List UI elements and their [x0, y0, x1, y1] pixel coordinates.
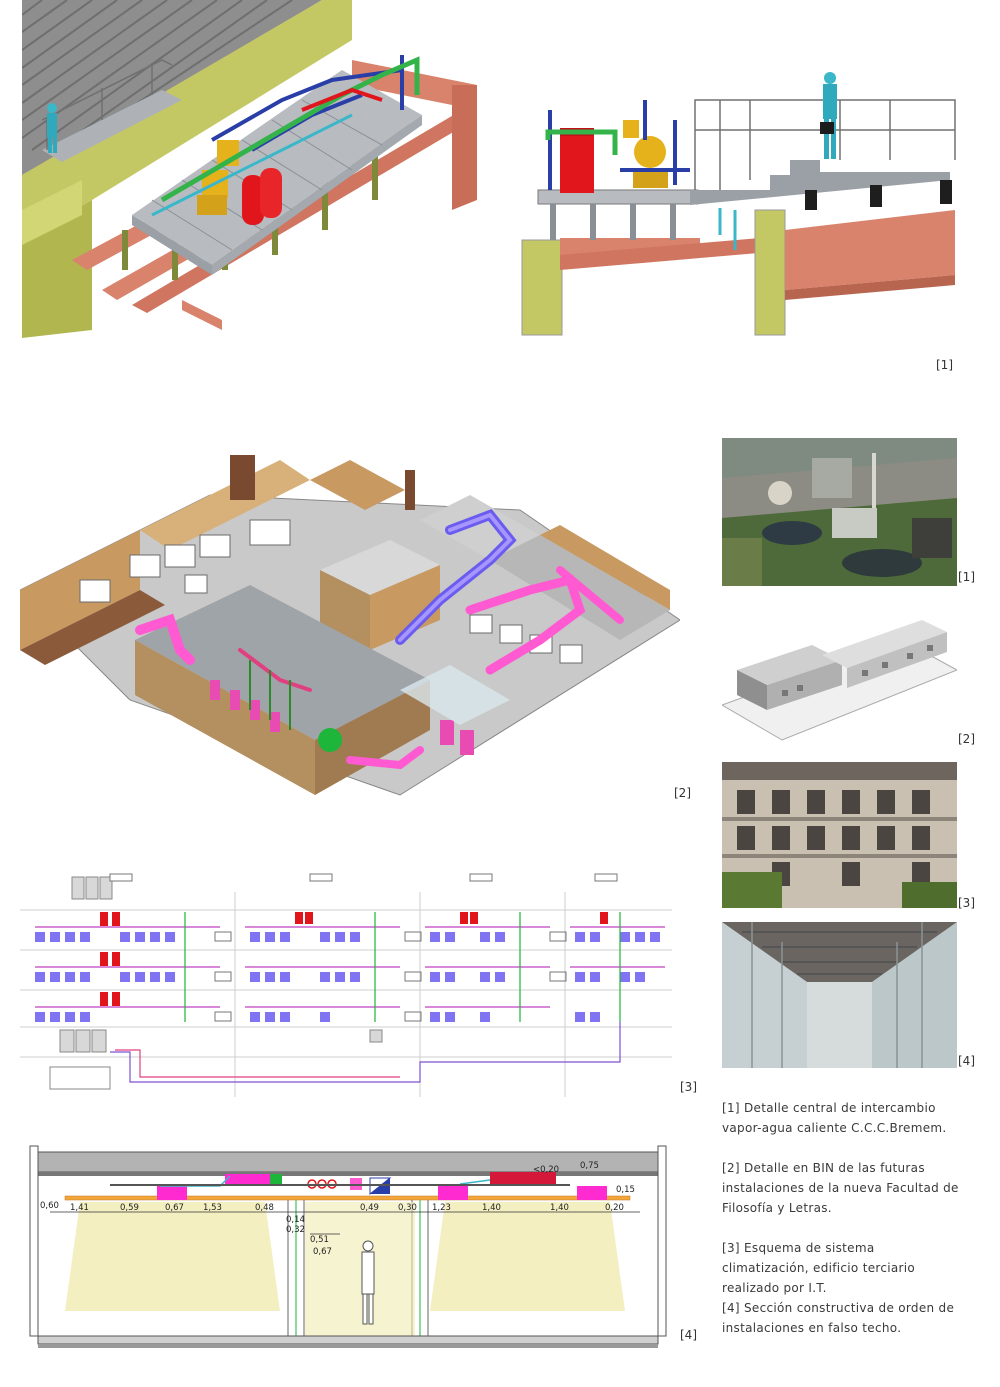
bim-faculty-axonometric	[20, 450, 680, 822]
dim-text: 0,49	[360, 1203, 379, 1213]
ceiling-section-label: [4]	[680, 1328, 697, 1342]
dim-text: <0,20	[533, 1165, 560, 1175]
dim-text: 0,75	[580, 1161, 599, 1171]
scheme-section-label: [3]	[680, 1080, 697, 1094]
caption-4: [4] Sección constructiva de orden de instalaciones en falso techo.	[722, 1301, 955, 1335]
dim-text: 1,40	[550, 1203, 569, 1213]
dim-text: 0,20	[605, 1203, 624, 1213]
photo-aerial-power-plant	[722, 438, 957, 586]
caption-3: [3] Esquema de sistema climatización, edificio terciario realizado por I.T.	[722, 1241, 916, 1295]
dim-text: 0,15	[616, 1185, 635, 1195]
photo3-label: [3]	[958, 896, 975, 910]
dim-text: 0,48	[255, 1203, 274, 1213]
caption-2: [2] Detalle en BIN de las futuras instalaciones de la nueva Facultad de Filosofía y Letras.	[722, 1161, 959, 1215]
dim-text: 0,32	[286, 1225, 305, 1235]
dim-text: 1,53	[203, 1203, 222, 1213]
photo-building-model	[722, 600, 957, 748]
dim-text: 1,23	[432, 1203, 451, 1213]
ceiling-section-drawing	[20, 1136, 675, 1371]
dim-text: 1,41	[70, 1203, 89, 1213]
photo2-label: [2]	[958, 732, 975, 746]
worker-figure-right	[820, 72, 837, 159]
hvac-system-scheme	[20, 872, 672, 1097]
photo1-label: [1]	[958, 570, 975, 584]
photo-ruined-building	[722, 762, 957, 908]
top-section-label: [1]	[936, 358, 953, 372]
dim-text: 0,67	[313, 1247, 332, 1257]
photo4-label: [4]	[958, 1054, 975, 1068]
worker-figure-left	[47, 103, 57, 153]
dim-text: 1,40	[482, 1203, 501, 1213]
dim-text: 0,14	[286, 1215, 305, 1225]
exchange-plant-3d-render	[22, 0, 492, 338]
dim-text: 0,30	[398, 1203, 417, 1213]
dim-text: 0,67	[165, 1203, 184, 1213]
bim-section-label: [2]	[674, 786, 691, 800]
dim-text: 0,59	[120, 1203, 139, 1213]
caption-1: [1] Detalle central de intercambio vapor-agua caliente C.C.C.Bremem.	[722, 1101, 947, 1135]
exchange-plant-elevation	[520, 60, 960, 338]
dim-text: 0,60	[40, 1201, 59, 1211]
dim-text: 0,51	[310, 1235, 329, 1245]
photo-ceiling-installations	[722, 922, 957, 1068]
